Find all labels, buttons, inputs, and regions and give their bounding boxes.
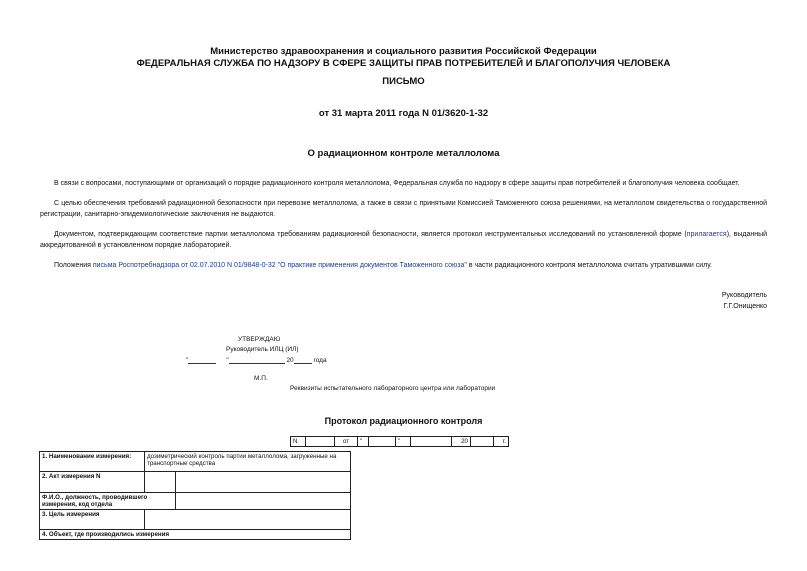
attachment-link[interactable]: прилагается [686,231,727,238]
measurement-purpose-field [145,510,351,530]
paragraph-1 [40,178,767,189]
paragraph-4 [40,260,767,271]
approval-head: Руководитель ИЛЦ (ИЛ) [226,346,299,353]
approval-day-blank [188,355,216,364]
approval-year-blank [294,355,312,364]
approval-month-blank [229,355,285,364]
measurement-object-label: 4. Объект, где производились измерения [40,530,351,540]
measurement-name-label: 1. Наименование измерения: [40,452,145,472]
document-subject: О радиационном контроле металлолома [307,148,500,159]
protocol-from-label: от [335,437,358,447]
ministry-title: Министерство здравоохранения и социального развития Российской Федерации [210,46,597,57]
approval-year-prefix: 20 [286,357,294,364]
paragraph-2-text: С целью обеспечения требований радиационной безопасности при перевозке металлолома, а также в связи с принятыми Комиссией Таможенного союза решениями, на металлолом свидетельства о государственной регистрации, санитарно-эпидемиологические заключения не выдаются. [40,200,767,218]
protocol-day-field [369,437,396,447]
approval-date-line [186,355,327,364]
protocol-title: Протокол радиационного контроля [324,416,483,426]
measurement-act-label: 2. Акт измерения N [40,472,145,493]
paragraph-2 [40,198,767,220]
approval-label: УТВЕРЖДАЮ [238,336,281,343]
protocol-number-field [306,437,335,447]
measurement-form [39,451,351,540]
measurer-info-label: Ф.И.О., должность, проводившего измерения, код отдела [40,493,176,510]
protocol-year-field [471,437,494,447]
approval-year-suffix: года [313,357,327,364]
rospotrebnadzor-letter-link[interactable]: письма Роспотребнадзора от 02.07.2010 N 01/9848-0-32 "О практике применения документов Таможенного союза" [92,262,467,269]
protocol-year-suffix: г. [494,437,509,447]
document-type: ПИСЬМО [382,76,425,87]
document-date-number: от 31 марта 2011 года N 01/3620-1-32 [318,108,489,119]
approval-quote-open: " [186,357,189,364]
signature-title: Руководитель [721,292,767,299]
protocol-number-label: N [291,437,306,447]
measurement-name-value: дозиметрический контроль партии металлолома, загруженные на транспортные средства [145,452,351,472]
paragraph-1-text: В связи с вопросами, поступающими от организаций о порядке радиационного контроля металлолома, Федеральная служба по надзору в сфере защиты прав потребителей и благополучия человека сообщает. [54,180,740,187]
signature-name: Г.Г.Онищенко [723,303,767,310]
protocol-year-prefix: 20 [452,437,471,447]
measurement-act-field [145,472,176,493]
protocol-quote-open: " [358,437,369,447]
service-title: ФЕДЕРАЛЬНАЯ СЛУЖБА ПО НАДЗОРУ В СФЕРЕ ЗАЩИТЫ ПРАВ ПОТРЕБИТЕЛЕЙ И БЛАГОПОЛУЧИЯ ЧЕЛОВЕКА [136,58,671,69]
measurement-purpose-label: 3. Цель измерения [40,510,145,530]
paragraph-4-text-end: в части радиационного контроля металлолома считать утратившими силу. [466,262,712,269]
measurer-info-field [176,493,351,510]
measurement-act-extra [176,472,351,493]
protocol-month-field [411,437,452,447]
protocol-quote-close: " [396,437,411,447]
approval-quote-close: " [226,357,229,364]
paragraph-3-text-start: Документом, подтверждающим соответствие партии металлолома требованиям радиационной безопасности, является протокол инструментальных исследований по установленной форме ( [54,231,687,238]
lab-details-label: Реквизиты испытательного лабораторного центра или лаборатории [290,385,496,392]
protocol-number-date-row [290,436,509,447]
paragraph-4-text-start: Положения [54,262,93,269]
paragraph-3-text-end: ), выданный аккредитованной в установленном порядке лабораторией. [40,231,768,249]
paragraph-3 [40,229,767,251]
stamp-placeholder: М.П. [254,375,268,382]
